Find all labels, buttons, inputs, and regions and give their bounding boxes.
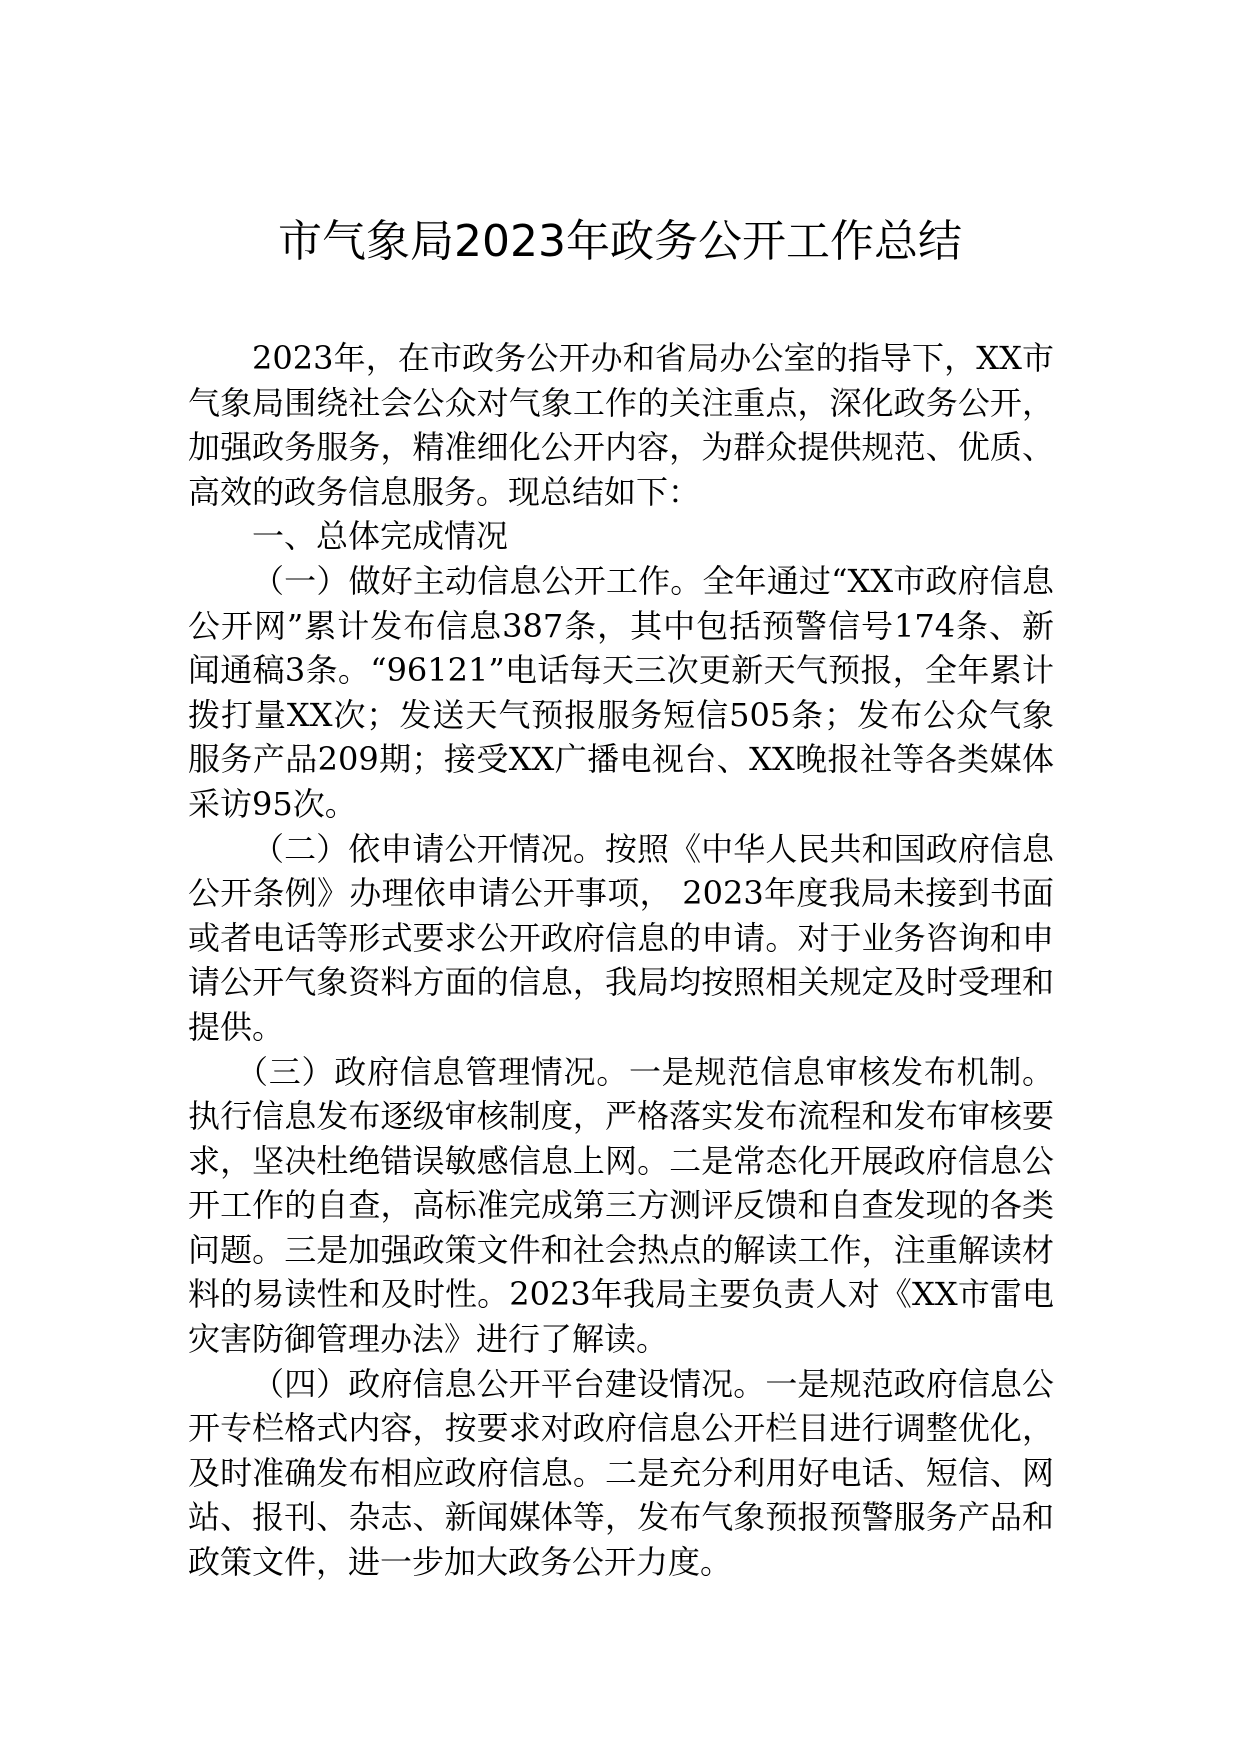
paragraph-platform-construction: （四）政府信息公开平台建设情况。一是规范政府信息公开专栏格式内容，按要求对政府信息公开栏目进行调整优化，及时准确发布相应政府信息。二是充分利用好电话、短信、网站、报刊、杂志、新闻媒体等，发布气象预报预警服务产品和政策文件，进一步加大政务公开力度。 [188, 1364, 1054, 1582]
paragraph-information-management: （三）政府信息管理情况。一是规范信息审核发布机制。执行信息发布逐级审核制度，严格落实发布流程和发布审核要求，坚决杜绝错误敏感信息上网。二是常态化开展政府信息公开工作的自查，高标准完成第三方测评反馈和自查发现的各类问题。三是加强政策文件和社会热点的解读工作，注重解读材料的易读性和及时性。2023年我局主要负责人对《XX市雷电灾害防御管理办法》进行了解读。 [188, 1052, 1054, 1359]
paragraph-proactive-disclosure: （一）做好主动信息公开工作。全年通过“XX市政府信息公开网”累计发布信息387条，其中包括预警信号174条、新闻通稿3条。“96121”电话每天三次更新天气预报，全年累计拨打量XX次；发送天气预报服务短信505条；发布公众气象服务产品209期；接受XX广播电视台、XX晚报社等各类媒体采访95次。 [188, 561, 1054, 823]
document-body [188, 336, 1054, 1585]
intro-paragraph: 2023年，在市政务公开办和省局办公室的指导下，XX市气象局围绕社会公众对气象工作的关注重点，深化政务公开，加强政务服务，精准细化公开内容，为群众提供规范、优质、高效的政务信息服务。现总结如下： [188, 339, 1054, 511]
paragraph-disclosure-on-request: （二）依申请公开情况。按照《中华人民共和国政府信息公开条例》办理依申请公开事项， 2023年度我局未接到书面或者电话等形式要求公开政府信息的申请。对于业务咨询和申请公开气象资料方面的信息，我局均按照相关规定及时受理和提供。 [188, 829, 1054, 1046]
section-heading-overall: 一、总体完成情况 [252, 517, 509, 556]
document-title: 市气象局2023年政务公开工作总结 [278, 216, 962, 267]
